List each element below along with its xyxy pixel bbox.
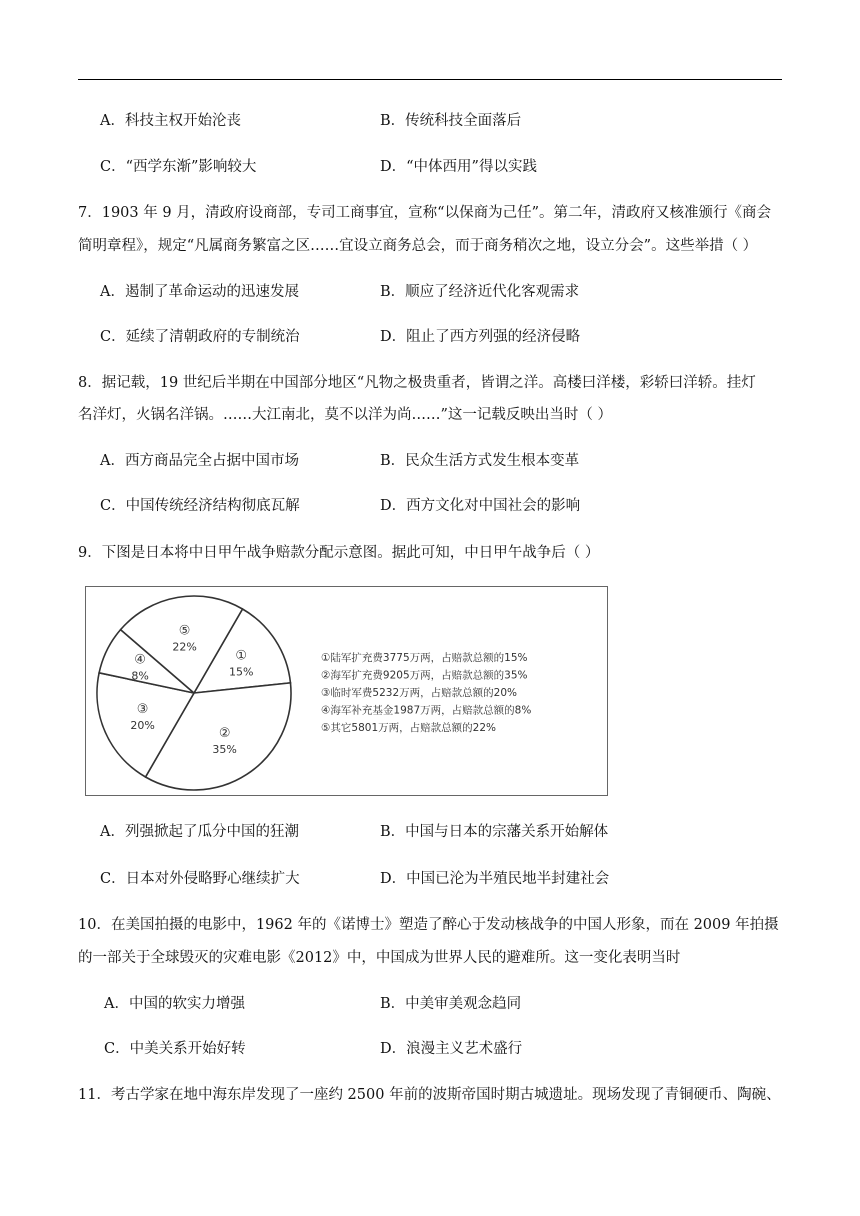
q8-stem-line-2: 名洋灯，火锅名洋锅。……大江南北，莫不以洋为尚……”这一记载反映出当时（ ） [78,407,613,423]
q10-option-d[interactable]: D．浪漫主义艺术盛行 [380,1041,523,1057]
pie-slice-label-5: ⑤ [178,623,191,639]
q7-stem-line-2: 简明章程》，规定“凡属商务繁富之区……宜设立商务总会，而于商务稍次之地，设立分会”。这些举措（ ） [78,238,758,254]
pie-slice-label-3: ③ [136,701,149,717]
q7-option-d[interactable]: D．阻止了西方列强的经济侵略 [380,329,581,345]
q8-option-d[interactable]: D．西方文化对中国社会的影响 [380,498,581,514]
pie-slice-percent-1: 15% [228,665,254,679]
q8-option-b[interactable]: B．民众生活方式发生根本变革 [380,453,580,469]
legend-entry-3: ③临时军费5232万两，占赔款总额的20% [321,687,517,699]
q6-option-a[interactable]: A．科技主权开始沦丧 [100,113,241,129]
pie-slice-percent-4: 8% [131,669,149,683]
q10-option-b[interactable]: B．中美审美观念趋同 [380,996,522,1012]
q7-stem-line-1: 7．1903 年 9 月，清政府设商部，专司工商事宜，宣称“以保商为己任”。第二年，清政府又核准颁行《商会 [78,205,772,221]
q8-option-c[interactable]: C．中国传统经济结构彻底瓦解 [100,498,300,514]
pie-slice-percent-2: 35% [212,743,237,757]
q8-option-a[interactable]: A．西方商品完全占据中国市场 [100,453,299,469]
pie-slice-label-4: ④ [134,652,146,668]
q9-option-d[interactable]: D．中国已沦为半殖民地半封建社会 [380,871,610,887]
legend-entry-4: ④海军补充基金1987万两，占赔款总额的8% [321,704,532,717]
q7-option-b[interactable]: B．顺应了经济近代化客观需求 [380,284,580,300]
legend-entry-1: ①陆军扩充费3775万两，占赔款总额的15% [321,652,528,664]
q6-option-b[interactable]: B．传统科技全面落后 [380,113,522,129]
q6-option-c[interactable]: C．“西学东渐”影响较大 [100,159,257,175]
q9-option-a[interactable]: A．列强掀起了瓜分中国的狂潮 [100,824,299,840]
legend-entry-5: ⑤其它5801万两，占赔款总额的22% [321,722,496,734]
q9-option-b[interactable]: B．中国与日本的宗藩关系开始解体 [380,824,609,840]
q7-option-a[interactable]: A．遏制了革命运动的迅速发展 [100,284,299,300]
q10-stem-line-1: 10．在美国拍摄的电影中，1962 年的《诺博士》塑造了醉心于发动核战争的中国人形象，而在 2009 年拍摄 [78,917,779,933]
q10-option-a[interactable]: A．中国的软实力增强 [104,996,245,1012]
indemnity-pie-figure [85,586,608,796]
pie-slice-label-1: ① [235,648,248,664]
q9-option-c[interactable]: C．日本对外侵略野心继续扩大 [100,871,300,887]
q9-stem-line-1: 9．下图是日本将中日甲午战争赔款分配示意图。据此可知，中日甲午战争后（ ） [78,545,600,561]
q10-stem-line-2: 的一部关于全球毁灭的灾难电影《2012》中，中国成为世界人民的避难所。这一变化表明当时 [78,950,681,966]
pie-chart [86,587,606,794]
q6-option-d[interactable]: D．“中体西用”得以实践 [380,159,537,175]
pie-slice-label-2: ② [218,726,231,742]
q7-option-c[interactable]: C．延续了清朝政府的专制统治 [100,329,300,345]
q10-option-c[interactable]: C．中美关系开始好转 [104,1041,246,1057]
header-rule [78,79,782,80]
pie-slice-percent-5: 22% [172,640,197,654]
legend-entry-2: ②海军扩充费9205万两，占赔款总额的35% [321,669,528,682]
q11-stem-line-1: 11．考古学家在地中海东岸发现了一座约 2500 年前的波斯帝国时期古城遗址。现场发现了青铜硬币、陶碗、 [78,1087,781,1103]
pie-slice-percent-3: 20% [130,718,155,732]
q8-stem-line-1: 8．据记载，19 世纪后半期在中国部分地区“凡物之极贵重者，皆谓之洋。高楼曰洋楼，彩轿曰洋轿。挂灯 [78,375,756,391]
